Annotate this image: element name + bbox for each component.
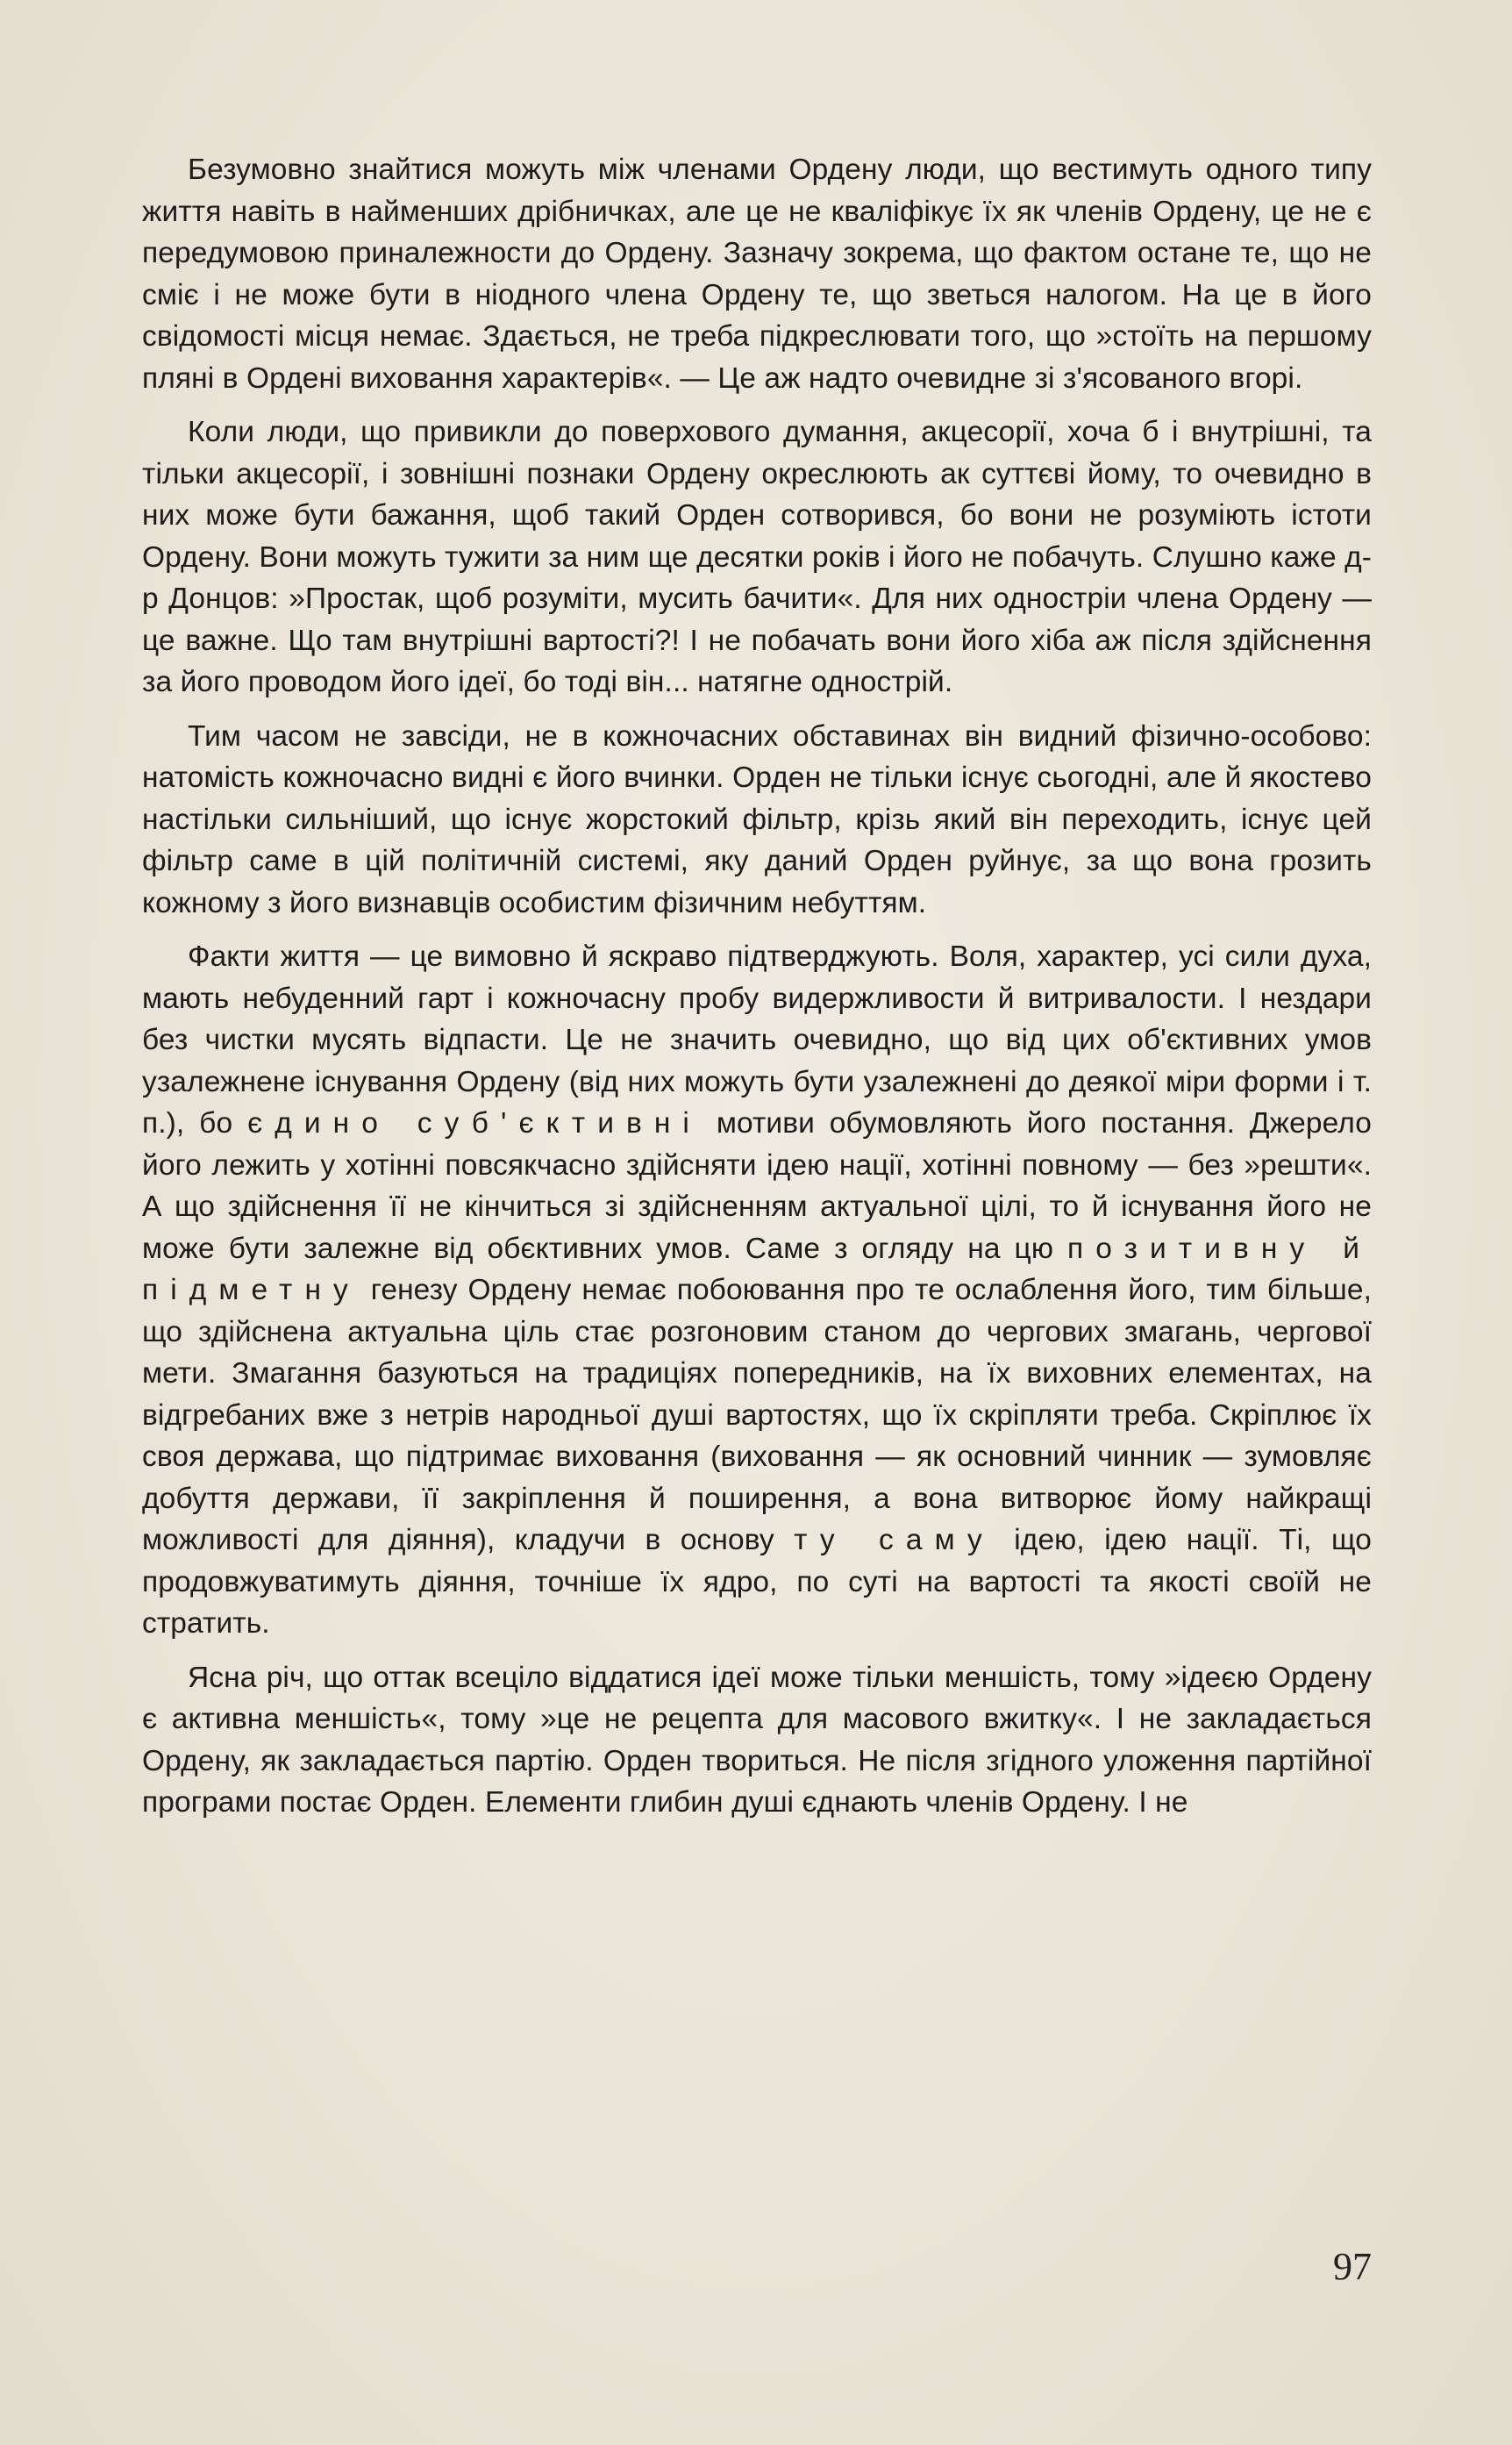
paragraph-3 xyxy=(142,716,1372,925)
body-text xyxy=(142,149,1372,1836)
paragraph-text: Коли люди, що привикли до поверхового думання, акцесорії, хоча б і внутрішні, та тільки акцесорії, і зовнішні познаки Ордену окреслюють ак суттєві йому, то очевидно в них може бути бажання, щоб такий Орден сотворився, бо вони не розуміють істоти Ордену. Вони можуть тужити за ним ще десятки років і його не побачуть. Слушно каже д-р Донцов: »Простак, щоб розуміти, мусить бачити«. Для них одностріи члена Ордену — це важне. Що там внутрішні вартості?! І не побачать вони його хіба аж після здійснення за його проводом його ідеї, бо тоді він... натягне однострій. xyxy=(142,416,1372,698)
paragraph-text: Тим часом не завсіди, не в кожночасних обставинах він видний фізично-особово: натомість кожночасно видні є його вчинки. Орден не тільки існує сьогодні, але й якостево настільки сильніший, що існує жорстокий фільтр, крізь який він переходить, існує цей фільтр саме в цій політичній системі, яку даний Орден руйнує, за що вона грозить кожному з його визнавців особистим фізичним небуттям. xyxy=(142,719,1372,919)
paragraph-4 xyxy=(142,936,1372,1645)
paragraph-text: Факти життя — це вимовно й яскраво підтверджують. Воля, характер, усі сили духа, мають небуденний гарт і кожночасну пробу видержливости й витривалости. І нездари без чистки мусять відпасти. Це не значить очевидно, що від цих об'єктивних умов узалежнене існування Ордену (від них можуть бути узалежнені до деякої міри форми і т. п.), бо xyxy=(142,940,1372,1140)
emphasized-text: позитивну й підметну xyxy=(142,1232,1372,1306)
page-number: 97 xyxy=(1333,2245,1372,2288)
paragraph-text: Ясна річ, що оттак всецілο віддатися ідеї може тільки меншість, тому »ідеєю Ордену є активна меншість«, тому »це не рецепта для масового вжитку«. І не закладається Ордену, як закладається партію. Орден твориться. Не після згідного уложення партійної програми постає Орден. Елементи глибин душі єднають членів Ордену. І не xyxy=(142,1661,1372,1819)
paragraph-text: Безумовно знайтися можуть між членами Ордену люди, що вестимуть одного типу життя навіть в найменших дрібничках, але це не кваліфікує їх як членів Ордену, це не є передумовою приналежности до Ордену. Зазначу зокрема, що фактом остане те, що не сміє і не може бути в ніодного члена Ордену те, що зветься налогом. На це в його свідомості місця немає. Здається, не треба підкреслювати того, що »стоїть на першому пляні в Ордені виховання характерів«. — Це аж надто очевидне зі з'ясованого вгорі. xyxy=(142,154,1372,395)
emphasized-text: ту саму xyxy=(794,1524,995,1556)
paragraph-text: мотиви обумовляють його постання. Джерело його лежить у хотінні повсякчасно здійсняти ідею нації, хотінні повному — без »решти«. А що здійснення її не кінчиться зі здійсненням актуальної цілі, то й існування його не може бути залежне від обєктивних умов. Саме з огляду на цю xyxy=(142,1107,1372,1265)
paragraph-5 xyxy=(142,1657,1372,1824)
emphasized-text: єдино суб'єктивні xyxy=(247,1107,702,1140)
paragraph-1 xyxy=(142,149,1372,399)
paragraph-text: ідею, ідею нації. Ті, що продовжуватимуть діяння, точніше їх ядро, по суті на вартості та якості своїй не стратить. xyxy=(142,1524,1372,1640)
paragraph-text: генезу Ордену немає побоювання про те ослаблення його, тим більше, що здійснена актуальна ціль стає розгоновим станом до чергових змагань, чергової мети. Змагання базуються на традиціях попередників, на їх виховних елементах, на відгребаних вже з нетрів народньої душі вартостях, що їх скріпляти треба. Скріплює їх своя держава, що підтримає виховання (виховання — як основний чинник — зумовляє добуття держави, її закріплення й поширення, а вона витворює йому найкращі можливості для діяння), кладучи в основу xyxy=(142,1274,1372,1556)
paragraph-2 xyxy=(142,411,1372,704)
